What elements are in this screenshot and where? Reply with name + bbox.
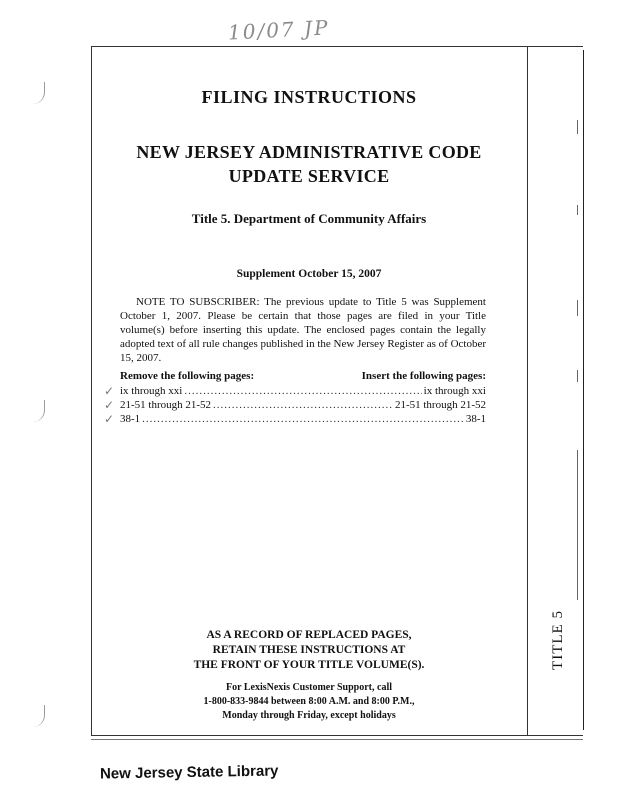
- dot-leader: [213, 398, 393, 412]
- record-line: AS A RECORD OF REPLACED PAGES,: [206, 629, 412, 641]
- support-line: 1-800-833-9844 between 8:00 A.M. and 8:00 P.M.,: [203, 696, 415, 707]
- table-row: [120, 398, 486, 412]
- subscriber-note: [120, 295, 486, 365]
- service-title-line: NEW JERSEY ADMINISTRATIVE CODE: [136, 142, 482, 162]
- remove-pages-cell: ix through xxi: [120, 385, 183, 397]
- library-stamp: New Jersey State Library: [99, 762, 279, 783]
- insert-pages-header: Insert the following pages:: [361, 370, 486, 382]
- tab-tick: [577, 205, 578, 215]
- support-line: For LexisNexis Customer Support, call: [225, 682, 392, 693]
- title-tab-label: TITLE 5: [550, 610, 566, 670]
- table-row: [120, 412, 486, 426]
- check-mark: ✓: [104, 412, 115, 426]
- page-title: FILING INSTRUCTIONS: [201, 87, 417, 107]
- tab-tick: [577, 450, 578, 600]
- support-line: Monday through Friday, except holidays: [222, 710, 396, 721]
- handwritten-note: 10/07 JP: [227, 15, 331, 45]
- record-line: THE FRONT OF YOUR TITLE VOLUME(S).: [193, 659, 425, 671]
- remove-pages-header: Remove the following pages:: [120, 370, 255, 382]
- title-name: Title 5. Department of Community Affairs: [191, 211, 427, 226]
- tab-tick: [577, 370, 578, 382]
- dot-leader: [184, 384, 421, 398]
- subscriber-note-text: NOTE TO SUBSCRIBER: The previous update to Title 5 was Supplement October 1, 2007. Please be certain that those pages are filed in your Title volume(s) before inserting this update. The enclosed pages contain the legally adopted text of all rule changes published in the New Jersey Register as of October 15, 2007.: [120, 296, 486, 364]
- remove-pages-cell: 38-1: [120, 413, 141, 425]
- record-instructions: [91, 628, 527, 673]
- insert-pages-cell: 38-1: [465, 413, 486, 425]
- page-frame-edge: [583, 50, 584, 730]
- insert-pages-cell: ix through xxi: [423, 385, 486, 397]
- margin-mark: [30, 400, 45, 422]
- tab-tick: [577, 300, 578, 316]
- record-line: RETAIN THESE INSTRUCTIONS AT: [212, 644, 406, 656]
- table-row: [120, 384, 486, 398]
- pages-table-header: [120, 369, 486, 383]
- margin-mark: [30, 705, 45, 727]
- margin-mark: [30, 82, 45, 104]
- tab-tick: [577, 120, 578, 134]
- check-mark: ✓: [104, 384, 115, 398]
- dot-leader: [142, 412, 464, 426]
- check-mark: ✓: [104, 398, 115, 412]
- pages-table: [120, 369, 486, 426]
- service-title-line: UPDATE SERVICE: [228, 166, 390, 186]
- page-frame-top: [91, 46, 583, 47]
- page-frame-bottom-double: [91, 739, 583, 740]
- service-title: [91, 140, 527, 188]
- remove-pages-cell: 21-51 through 21-52: [120, 399, 212, 411]
- page-frame-right: [527, 46, 528, 736]
- page-frame-bottom: [91, 735, 583, 736]
- supplement-date: Supplement October 15, 2007: [236, 268, 382, 280]
- insert-pages-cell: 21-51 through 21-52: [394, 399, 486, 411]
- customer-support: [91, 681, 527, 723]
